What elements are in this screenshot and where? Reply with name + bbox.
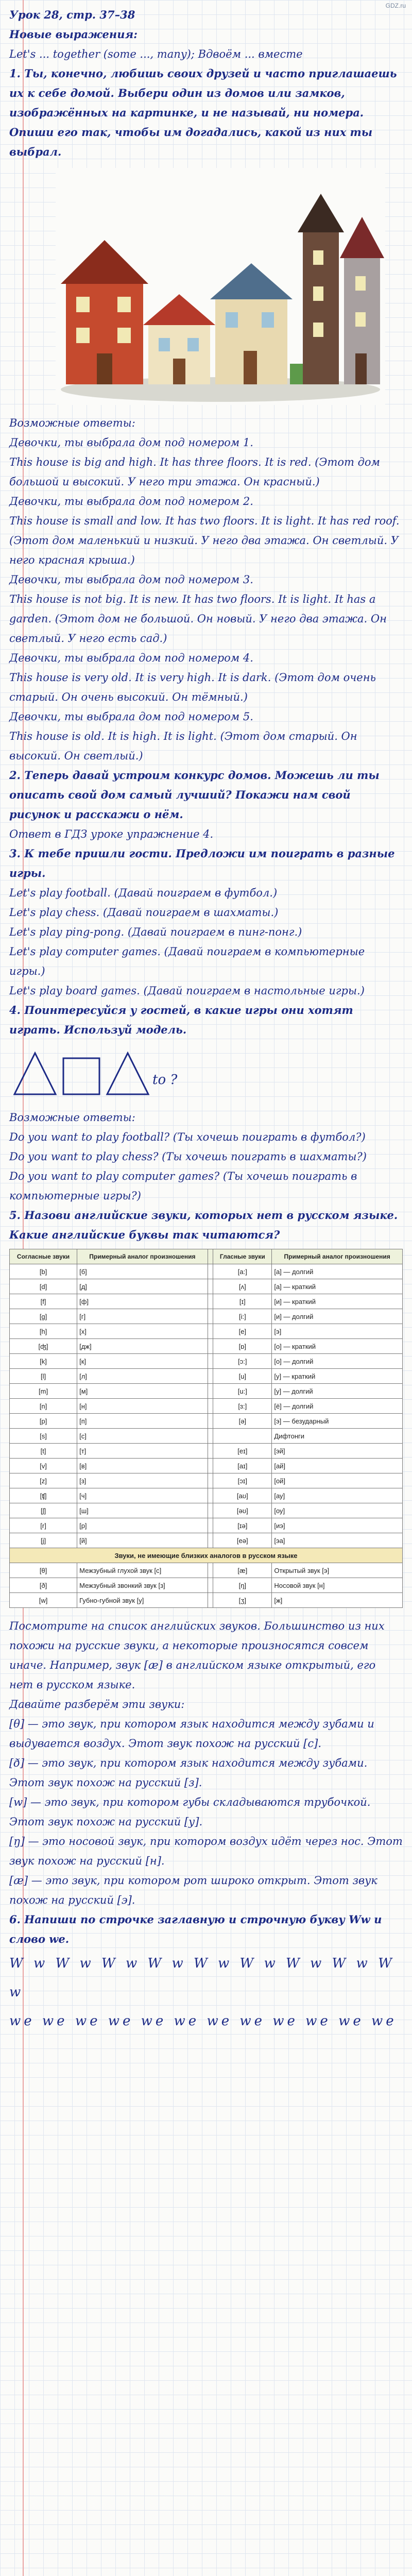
task3-title: 3. К тебе пришли гости. Предложи им поиграть в разные игры. xyxy=(9,847,395,879)
header-vowels-analog: Примерный аналог произношения xyxy=(272,1249,403,1264)
table-cell xyxy=(208,1384,213,1399)
table-cell: [ɒ] xyxy=(213,1339,272,1354)
task3-answer-1: Let's play football. (Давай поиграем в футбол.) xyxy=(9,887,278,899)
table-row xyxy=(10,1384,403,1399)
table-cell: [в] xyxy=(77,1459,208,1473)
table-cell: [k] xyxy=(10,1354,77,1369)
table-cell: [э] — безударный xyxy=(272,1414,403,1429)
table-row xyxy=(10,1593,403,1608)
table-cell: [f] xyxy=(10,1294,77,1309)
table-cell: [д] xyxy=(77,1279,208,1294)
table-cell: [х] xyxy=(77,1324,208,1339)
table-cell: [ʤ] xyxy=(10,1339,77,1354)
table-cell: [eə] xyxy=(213,1533,272,1548)
task1-answer-6: This house is not big. It is new. It has two floors. It is light. It has a garden. (Этот дом не большой. Он новый. У него два этажа. Он светлый. У него есть сад.) xyxy=(9,593,387,645)
table-cell xyxy=(208,1578,213,1593)
table-row xyxy=(10,1369,403,1384)
header-spacer xyxy=(208,1249,213,1264)
table-subheader-row xyxy=(10,1548,403,1563)
table-cell: [ɪ] xyxy=(213,1294,272,1309)
table-cell: [b] xyxy=(10,1264,77,1279)
table-cell xyxy=(208,1294,213,1309)
table-row xyxy=(10,1503,403,1518)
shapes-image xyxy=(9,1043,179,1105)
table-cell: [к] xyxy=(77,1354,208,1369)
table-cell: [ɜ:] xyxy=(213,1399,272,1414)
table-cell: [п] xyxy=(77,1414,208,1429)
table-row xyxy=(10,1294,403,1309)
table-row xyxy=(10,1563,403,1578)
task1-answer-7: Девочки, ты выбрала дом под номером 4. xyxy=(9,652,253,664)
header-consonants-analog: Примерный аналог произношения xyxy=(77,1249,208,1264)
task4-answer-2: Do you want to play chess? (Ты хочешь поиграть в шахматы?) xyxy=(9,1150,367,1163)
table-cell: [й] xyxy=(77,1533,208,1548)
table-cell: [ау] xyxy=(272,1488,403,1503)
table-cell: [и] — краткий xyxy=(272,1294,403,1309)
task2-answer: Ответ в ГДЗ уроке упражнение 4. xyxy=(9,828,214,840)
houses-image xyxy=(56,168,385,405)
phonetics-table xyxy=(9,1249,403,1608)
table-cell: [г] xyxy=(77,1309,208,1324)
new-phrases-title: Новые выражения: xyxy=(9,28,138,41)
table-cell xyxy=(208,1369,213,1384)
table-cell: [ф] xyxy=(77,1294,208,1309)
table-cell xyxy=(208,1324,213,1339)
table-cell: [d] xyxy=(10,1279,77,1294)
table-row xyxy=(10,1578,403,1593)
table-cell: [с] xyxy=(77,1429,208,1444)
task5-answer-1: Посмотрите на список английских звуков. Большинство из них похожи на русские звуки, а некоторые произносятся совсем иначе. Например, звук [æ] в английском языке открытый, его нет в русском языке. xyxy=(9,1620,385,1691)
task1-answer-4: This house is small and low. It has two floors. It is light. It has red roof. (Этот дом маленький и низкий. У него два этажа. Он светлый. У него красная крыша.) xyxy=(9,515,400,566)
table-row xyxy=(10,1324,403,1339)
site-badge: GDZ.ru xyxy=(385,2,406,9)
table-row xyxy=(10,1444,403,1459)
table-cell xyxy=(208,1593,213,1608)
table-cell: [z] xyxy=(10,1473,77,1488)
table-cell: [ɔɪ] xyxy=(213,1473,272,1488)
header-vowels: Гласные звуки xyxy=(213,1249,272,1264)
table-cell: [aʊ] xyxy=(213,1488,272,1503)
table-cell xyxy=(208,1264,213,1279)
table-cell: [у] — долгий xyxy=(272,1384,403,1399)
table-cell: [ʌ] xyxy=(213,1279,272,1294)
task6-title: 6. Напиши по строчке заглавную и строчную букву Ww и слово we. xyxy=(9,1913,382,1945)
table-cell: [эа] xyxy=(272,1533,403,1548)
table-cell: [s] xyxy=(10,1429,77,1444)
table-cell: Дифтонги xyxy=(272,1429,403,1444)
table-cell: [м] xyxy=(77,1384,208,1399)
table-cell: [б] xyxy=(77,1264,208,1279)
table-cell xyxy=(208,1488,213,1503)
table-cell: Открытый звук [э] xyxy=(272,1563,403,1578)
table-row xyxy=(10,1518,403,1533)
table-cell: [ə] xyxy=(213,1414,272,1429)
table-cell xyxy=(208,1354,213,1369)
table-cell xyxy=(208,1399,213,1414)
table-cell: [w] xyxy=(10,1593,77,1608)
table-cell: [l] xyxy=(10,1369,77,1384)
lesson-header: Урок 28, стр. 37–38 xyxy=(9,8,135,21)
task2-title: 2. Теперь давай устроим конкурс домов. Можешь ли ты описать свой дом самый лучший? Покажи нам свой рисунок и расскажи о нём. xyxy=(9,769,380,821)
table-cell: [aɪ] xyxy=(213,1459,272,1473)
table-row xyxy=(10,1354,403,1369)
table-cell: [ай] xyxy=(272,1459,403,1473)
table-row xyxy=(10,1459,403,1473)
table-cell: [о] — краткий xyxy=(272,1339,403,1354)
table-cell: [а] — краткий xyxy=(272,1279,403,1294)
model-shapes xyxy=(9,1043,179,1105)
table-cell xyxy=(213,1429,272,1444)
task1-answer-2: This house is big and high. It has three floors. It is red. (Этот дом большой и высокий. У него три этажа. Он красный.) xyxy=(9,456,380,488)
task3-answer-4: Let's play computer games. (Давай поиграем в компьютерные игры.) xyxy=(9,945,365,977)
table-cell: [u] xyxy=(213,1369,272,1384)
table-row xyxy=(10,1279,403,1294)
new-phrases-line: Let's ... together (some ..., many); Вдвоём ... вместе xyxy=(9,48,303,60)
copybook-line-letters: W w W w W w W w W w W w W w W w W w xyxy=(9,1956,395,2000)
task1-answer-9: Девочки, ты выбрала дом под номером 5. xyxy=(9,710,253,723)
table-cell: [з] xyxy=(77,1473,208,1488)
table-cell: [и] — долгий xyxy=(272,1309,403,1324)
table-cell xyxy=(208,1414,213,1429)
table-cell: [ё] — долгий xyxy=(272,1399,403,1414)
homework-text xyxy=(9,5,403,2036)
table-cell: [ч] xyxy=(77,1488,208,1503)
task3-answer-5: Let's play board games. (Давай поиграем в настольные игры.) xyxy=(9,985,365,997)
table-cell: [r] xyxy=(10,1518,77,1533)
table-cell xyxy=(208,1563,213,1578)
table-cell: [ʃ] xyxy=(10,1503,77,1518)
table-cell xyxy=(208,1279,213,1294)
task5-answer-4: [ð] — это звук, при котором язык находится между зубами. Этот звук похож на русский [з]. xyxy=(9,1757,368,1789)
table-cell: [a:] xyxy=(213,1264,272,1279)
task5-answer-6: [ŋ] — это носовой звук, при котором воздух идёт через нос. Этот звук похож на русский [н]. xyxy=(9,1835,403,1867)
table-cell: [ш] xyxy=(77,1503,208,1518)
task4-answer-3: Do you want to play computer games? (Ты хочешь поиграть в компьютерные игры?) xyxy=(9,1170,357,1202)
table-cell: [g] xyxy=(10,1309,77,1324)
table-cell: [ж] xyxy=(272,1593,403,1608)
table-cell: [ɔ:] xyxy=(213,1354,272,1369)
header-consonants: Согласные звуки xyxy=(10,1249,77,1264)
table-row xyxy=(10,1488,403,1503)
table-cell: [eɪ] xyxy=(213,1444,272,1459)
table-cell xyxy=(208,1429,213,1444)
table-cell: [p] xyxy=(10,1414,77,1429)
task5-answer-5: [w] — это звук, при котором губы складываются трубочкой. Этот звук похож на русский [у]. xyxy=(9,1796,371,1828)
task1-answer-5: Девочки, ты выбрала дом под номером 3. xyxy=(9,573,253,586)
table-cell: [эй] xyxy=(272,1444,403,1459)
table-cell: [v] xyxy=(10,1459,77,1473)
table-cell xyxy=(208,1518,213,1533)
task5-answer-3: [θ] — это звук, при котором язык находится между зубами и выдувается воздух. Этот звук похож на русский [с]. xyxy=(9,1718,374,1750)
table-cell xyxy=(208,1309,213,1324)
table-row xyxy=(10,1414,403,1429)
table-cell: [ʧ] xyxy=(10,1488,77,1503)
task5-answer-7: [æ] — это звук, при котором рот широко открыт. Этот звук похож на русский [э]. xyxy=(9,1874,377,1906)
task3-answer-2: Let's play chess. (Давай поиграем в шахматы.) xyxy=(9,906,279,919)
table-cell: [ʒ] xyxy=(213,1593,272,1608)
table-row xyxy=(10,1309,403,1324)
table-cell: Межзубный звонкий звук [з] xyxy=(77,1578,208,1593)
table-cell: [n] xyxy=(10,1399,77,1414)
table-cell: [ɪə] xyxy=(213,1518,272,1533)
table-cell: [m] xyxy=(10,1384,77,1399)
table-cell: [ŋ] xyxy=(213,1578,272,1593)
task1-hint: Возможные ответы: xyxy=(9,417,135,429)
table-cell: [т] xyxy=(77,1444,208,1459)
task1-answer-1: Девочки, ты выбрала дом под номером 1. xyxy=(9,436,253,449)
table-cell: [р] xyxy=(77,1518,208,1533)
table-cell: [u:] xyxy=(213,1384,272,1399)
table-cell xyxy=(208,1533,213,1548)
table-row xyxy=(10,1429,403,1444)
table-cell xyxy=(208,1444,213,1459)
table-cell xyxy=(208,1459,213,1473)
task5-title: 5. Назови английские звуки, которых нет в русском языке. Какие английские буквы так читаются? xyxy=(9,1209,398,1241)
table-cell: [h] xyxy=(10,1324,77,1339)
table-cell xyxy=(208,1503,213,1518)
table-cell: [ð] xyxy=(10,1578,77,1593)
table-row xyxy=(10,1473,403,1488)
table-row xyxy=(10,1339,403,1354)
table-cell: [i:] xyxy=(213,1309,272,1324)
table-cell: [j] xyxy=(10,1533,77,1548)
task5-answer-2: Давайте разберём эти звуки: xyxy=(9,1698,185,1710)
table-cell: [у] — краткий xyxy=(272,1369,403,1384)
task1-answer-8: This house is very old. It is very high. It is dark. (Этот дом очень старый. Он очень высокий. Он тёмный.) xyxy=(9,671,376,703)
table-cell: [æ] xyxy=(213,1563,272,1578)
table-cell: [əʊ] xyxy=(213,1503,272,1518)
table-cell: Межзубный глухой звук [с] xyxy=(77,1563,208,1578)
table-row xyxy=(10,1264,403,1279)
table-cell: [э] xyxy=(272,1324,403,1339)
table-cell xyxy=(208,1339,213,1354)
table-cell: [t] xyxy=(10,1444,77,1459)
table-row xyxy=(10,1399,403,1414)
table-cell: [л] xyxy=(77,1369,208,1384)
table-cell: [н] xyxy=(77,1399,208,1414)
table-cell: Губно-губной звук [у] xyxy=(77,1593,208,1608)
table-cell: [оу] xyxy=(272,1503,403,1518)
task3-answer-3: Let's play ping-pong. (Давай поиграем в пинг-понг.) xyxy=(9,926,302,938)
table-cell: [иэ] xyxy=(272,1518,403,1533)
table-cell xyxy=(208,1473,213,1488)
task1-title: 1. Ты, конечно, любишь своих друзей и часто приглашаешь их к себе домой. Выбери один из домов или замков, изображённых на картинке, и не называй, ни номера. Опиши его так, чтобы им догадались, какой из них ты выбрал. xyxy=(9,67,397,158)
model-label: to ? xyxy=(152,1072,178,1088)
task4-hint: Возможные ответы: xyxy=(9,1111,135,1124)
table-cell: [дж] xyxy=(77,1339,208,1354)
houses-illustration xyxy=(56,168,385,405)
table-row xyxy=(10,1533,403,1548)
table-cell: [о] — долгий xyxy=(272,1354,403,1369)
table-body xyxy=(10,1264,403,1608)
task4-answer-1: Do you want to play football? (Ты хочешь поиграть в футбол?) xyxy=(9,1131,366,1143)
copybook-line-words: we we we we we we we we we we we we xyxy=(9,2013,397,2029)
table-header-row xyxy=(10,1249,403,1264)
task1-answer-10: This house is old. It is high. It is light. (Этот дом старый. Он высокий. Он светлый.) xyxy=(9,730,357,762)
task4-title: 4. Поинтересуйся у гостей, в какие игры они хотят играть. Используй модель. xyxy=(9,1004,353,1036)
table-cell: [ой] xyxy=(272,1473,403,1488)
table-subheader: Звуки, не имеющие близких аналогов в русском языке xyxy=(10,1548,403,1563)
table-cell: [θ] xyxy=(10,1563,77,1578)
task1-answer-3: Девочки, ты выбрала дом под номером 2. xyxy=(9,495,253,507)
table-cell: Носовой звук [н] xyxy=(272,1578,403,1593)
table-cell: [а] — долгий xyxy=(272,1264,403,1279)
table-cell: [e] xyxy=(213,1324,272,1339)
